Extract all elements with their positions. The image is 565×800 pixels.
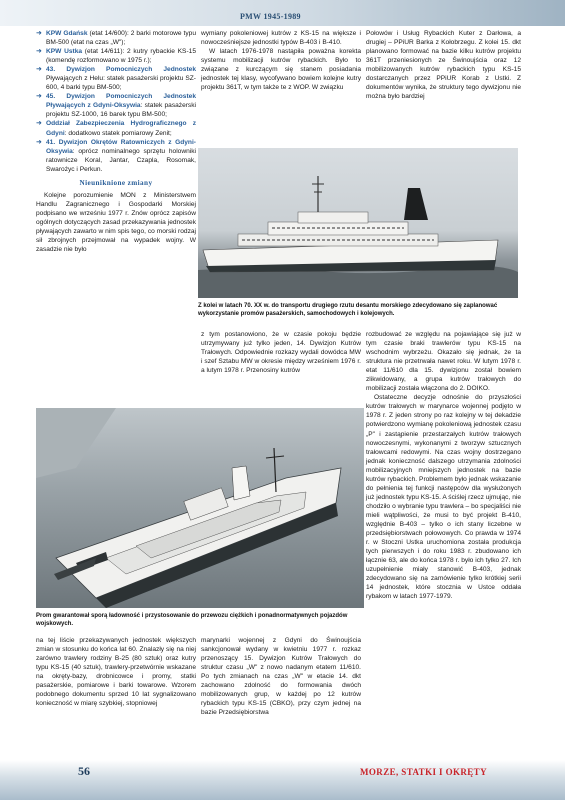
paragraph: Połowów i Usług Rybackich Kuter z Darłowa, a drugiej – PPiUR Barka z Kołobrzegu. Z kolei 15. dkt planowano formować na bazie kilku kutrów projektu 361T przeniesionych ze Świnoujścia oraz 12 mobilizowanych kutrów rybackich typu KS-15 dostarczanych przez PPiUR Korab z Ustki. Z dokumentów wynika, że struktury tego dywizjonu nie można było bardziej [366, 30, 521, 101]
list-item: ➜ Oddział Zabezpieczenia Hydrograficznego z Gdyni: dodatkowo statek pomiarowy Zenit; [36, 120, 196, 137]
paragraph: z tym postanowiono, że w czasie pokoju będzie utrzymywany już tylko jeden, 14. Dywizjon Kutrów Trałowych. Odpowiednie rozkazy wydali dowódca MW i szef Sztabu MW w okresie między wrześniem 1976 r. a lutym 1978 r. Przenosiny kutrów [201, 331, 361, 375]
column-middle-bottom [201, 636, 361, 717]
arrow-bullet-icon: ➜ [36, 138, 42, 146]
paragraph: Kolejne porozumienie MON z Ministerstwem Handlu Zagranicznego i Gospodarki Morskiej podpisano we wrześniu 1977 r. Znów oprócz zapisów ogólnych dotyczących zasad przekazywania jednostek pływających zawarto w nim spis tego, co morski rodzaj sił zbrojnych przejmował na wypadek wojny. W zasadzie nie było [36, 191, 196, 254]
ferry-photo-2 [36, 408, 364, 608]
column-left-top [36, 29, 196, 254]
list-item: ➜ 41. Dywizjon Okrętów Ratowniczych z Gdyni-Oksywia: oprócz nominalnego sprzętu holowniki ratownicze Koral, Jantar, Czapla, Rosomak, Swarożyc i Perkun. [36, 138, 196, 173]
arrow-bullet-icon: ➜ [36, 120, 42, 128]
list-item: ➜ KPW Ustka (etat 14/611): 2 kutry rybackie KS-15 (komendę rozformowano w 1975 r.); [36, 48, 196, 65]
column-right-mid [366, 330, 521, 601]
arrow-bullet-icon: ➜ [36, 30, 42, 37]
page-number: 56 [78, 764, 90, 778]
column-middle-top [201, 29, 361, 92]
column-left-bottom [36, 636, 196, 708]
list-item: ➜ KPW Gdańsk (etat 14/600): 2 barki motorowe typu BM-500 (etat na czas „W"); [36, 30, 196, 47]
ferry-photo-1 [198, 148, 518, 298]
section-heading: Nieuniknione zmiany [79, 178, 153, 187]
paragraph: Ostateczne decyzje odnośnie do przyszłości kutrów trałowych w marynarce wojennej podjęto w 1978 r. Z jeden strony po raz kolejny w tej dekadzie potwierdzono wymianę pokoleniową jednostek czasu „P" i zastąpienie przestarzałych kutrów trałowych nowoczesnymi, wykonanymi z tworzyw sztucznych trałowcami redowymi. Na czas wojny dostrzegano jednak konieczność dalszego utrzymania zdolności mobilizacyjnych mniejszych jednostek na bazie kutrów rybackich. Problemem było jednak wskazanie do pełnienia tej funkcji następców dla wysłużonych już jednostek typu KS-15. A ściślej rzecz ujmując, nie chodziło o wybranie typu trawlera – bo specjaliści nie mieli wątpliwości, że musi to być projekt B-410, względnie B-403 – tylko o ich stany liczebne w przedsiębiorstwach połowowych. Co prawda w 1974 r. w Stoczni Ustka uruchomiona została produkcja tych pierwszych i do roku 1983 r. zbudowano ich łącznie 63, ale do końca 1978 r. było ich tylko 27. Ich uzupełnienie miały stanowić B-403, jednak zdecydowano się na zamówienie tylko krótkiej serii 14 jednostek, które stocznia w Ustce oddała rybakom w latach 1977-1979. [366, 394, 521, 601]
ferry-side-view-image [198, 148, 518, 298]
magazine-title: MORZE, STATKI I OKRĘTY [360, 767, 487, 777]
column-middle-mid [201, 330, 361, 375]
paragraph: wymiany pokoleniowej kutrów z KS-15 na większe i nowocześniejsze jednostki typów B-403 i B-410. [201, 30, 361, 47]
arrow-bullet-icon: ➜ [36, 48, 42, 56]
units-list [36, 29, 196, 174]
arrow-bullet-icon: ➜ [36, 93, 42, 101]
photo-2-caption: Prom gwarantował sporą ładowność i przystosowanie do przewozu ciężkich i ponadnormatywnych pojazdów wojskowych. [36, 613, 348, 627]
list-item: ➜ 43. Dywizjon Pomocniczych Jednostek Pływających z Helu: statek pasażerski projektu SZ-600, 4 barki typu BM-500; [36, 66, 196, 92]
column-right-top [366, 29, 521, 101]
arrow-bullet-icon: ➜ [36, 66, 42, 74]
paragraph: W latach 1976-1978 nastąpiła poważna korekta systemu mobilizacji kutrów rybackich. Było to związane z kurczącym się stanem posiadania jednostek tej klasy, wycofywano bowiem kolejne kutry projektu 361T, w tym także te z WOP. W związku [201, 48, 361, 92]
running-header: PMW 1945-1989 [240, 12, 301, 21]
ferry-aerial-view-image [36, 408, 364, 608]
list-item: ➜ 45. Dywizjon Pomocniczych Jednostek Pływających z Gdyni-Oksywia: statek pasażerski projektu SZ-1000, 16 barek typu BM-500; [36, 93, 196, 119]
paragraph: rozbudować ze względu na pojawiające się już w tym czasie braki trawlerów typu KS-15 na wschodnim wybrzeżu. Okazało się jednak, że ta struktura nie przetrwała nawet roku. W lutym 1978 r. etat 11/610 dla 15. dywizjonu został bowiem zlikwidowany, a grupa kutrów trałowych do mobilizacji została włączona do 2. DOIKO. [366, 331, 521, 393]
paragraph: marynarki wojennej z Gdyni do Świnoujścia sankcjonował wydany w kwietniu 1977 r. rozkaz przenoszący 15. Dywizjon Kutrów Trałowych do struktur czasu „W" z nowo nadanym etatem 11/610. Po tych zmianach na czas „W" w etacie 14. dkt zachowano zdolność do formowania dwóch mobilizowanych grup, w każdej po 12 kutrów rybackich typu KS-15 (CBKO), przy czym jednej na bazie Przedsiębiorstwa [201, 637, 361, 717]
photo-1-caption: Z kolei w latach 70. XX w. do transportu drugiego rzutu desantu morskiego zdecydowano się zaplanować wykorzystanie promów pasażerskich, samochodowych i kolejowych. [198, 303, 498, 317]
paragraph: na tej liście przekazywanych jednostek większych zmian w stosunku do końca lat 60. Znalazły się na niej zarówno trawlery rodziny B-25 (80 sztuk) oraz kutry typu KS-15 (40 sztuk), trawlery-przetwórnie wskazane na okręty-bazy, drobnicowce i promy, statki pasażerskie, pomiarowe i barki towarowe. Wzorem podobnego dokumentu sprzed 10 lat sygnalizowano konieczność w miarę szybkiej, stopniowej [36, 637, 196, 708]
